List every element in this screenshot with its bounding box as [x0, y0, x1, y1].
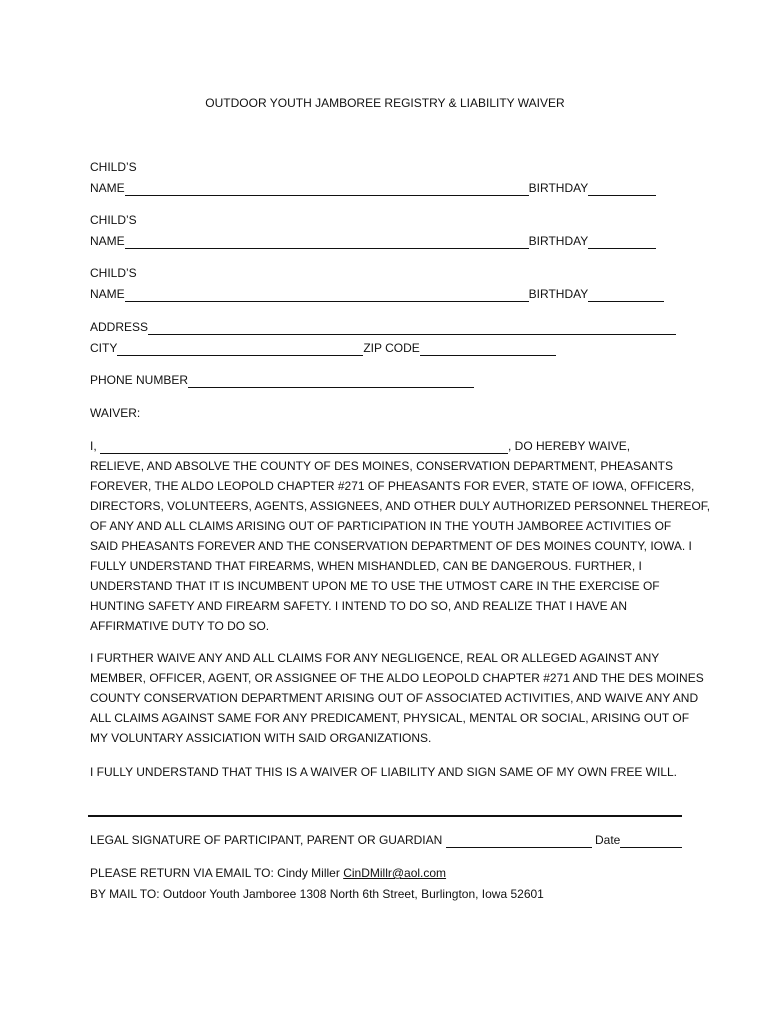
- waiver-paragraph-2-line: COUNTY CONSERVATION DEPARTMENT ARISING OUT OF ASSOCIATED ACTIVITIES, AND WAIVE ANY AND: [90, 691, 699, 705]
- child-2-name-label: NAME: [90, 234, 125, 248]
- child-1-birthday-label: BIRTHDAY: [528, 181, 589, 195]
- child-1-name-field[interactable]: [125, 181, 529, 196]
- return-email-line: [90, 863, 446, 883]
- child-2-birthday-label: BIRTHDAY: [528, 234, 589, 248]
- participant-name-field[interactable]: [100, 439, 508, 454]
- date-field[interactable]: [620, 833, 682, 848]
- waiver-paragraph-2-line: MEMBER, OFFICER, AGENT, OR ASSIGNEE OF THE ALDO LEOPOLD CHAPTER #271 AND THE DES MOINES: [90, 671, 704, 685]
- waiver-paragraph-1-line: SAID PHEASANTS FOREVER AND THE CONSERVATION DEPARTMENT OF DES MOINES COUNTY, IOWA. I: [90, 539, 692, 553]
- waiver-paragraph-3: I FULLY UNDERSTAND THAT THIS IS A WAIVER OF LIABILITY AND SIGN SAME OF MY OWN FREE WILL.: [90, 765, 678, 779]
- child-1-row: [90, 178, 656, 198]
- child-3-name-label: NAME: [90, 287, 125, 301]
- waiver-paragraph-1-line: RELIEVE, AND ABSOLVE THE COUNTY OF DES MOINES, CONSERVATION DEPARTMENT, PHEASANTS: [90, 459, 674, 473]
- signature-row: [90, 830, 682, 850]
- city-label: CITY: [90, 341, 118, 355]
- waiver-paragraph-1-line: AFFIRMATIVE DUTY TO DO SO.: [90, 619, 270, 633]
- child-1-birthday-field[interactable]: [588, 181, 656, 196]
- signature-label: LEGAL SIGNATURE OF PARTICIPANT, PARENT OR GUARDIAN: [90, 833, 443, 847]
- child-3-name-field[interactable]: [125, 287, 529, 302]
- signature-field[interactable]: [446, 833, 592, 848]
- waiver-paragraph-2-line: I FURTHER WAIVE ANY AND ALL CLAIMS FOR ANY NEGLIGENCE, REAL OR ALLEGED AGAINST ANY: [90, 651, 660, 665]
- child-2-label-top: CHILD’S: [90, 213, 137, 227]
- waiver-paragraph-1-line: UNDERSTAND THAT IT IS INCUMBENT UPON ME TO USE THE UTMOST CARE IN THE EXERCISE OF: [90, 579, 660, 593]
- waiver-paragraph-2: [90, 648, 704, 748]
- waiver-opening-line: [90, 436, 630, 456]
- child-3-birthday-field[interactable]: [588, 287, 664, 302]
- form-title: OUTDOOR YOUTH JAMBOREE REGISTRY & LIABILITY WAIVER: [205, 96, 565, 110]
- return-mail-line: BY MAIL TO: Outdoor Youth Jamboree 1308 North 6th Street, Burlington, Iowa 52601: [90, 887, 544, 901]
- waiver-label: WAIVER:: [90, 406, 141, 420]
- child-2-row: [90, 231, 656, 251]
- address-label: ADDRESS: [90, 320, 149, 334]
- child-1-label-top: CHILD’S: [90, 160, 137, 174]
- address-field[interactable]: [148, 320, 676, 335]
- email-link[interactable]: CinDMillr@aol.com: [343, 866, 447, 880]
- waiver-paragraph-1-line: HUNTING SAFETY AND FIREARM SAFETY. I INTEND TO DO SO, AND REALIZE THAT I HAVE AN: [90, 599, 627, 613]
- waiver-paragraph-2-line: MY VOLUNTARY ASSICIATION WITH SAID ORGANIZATIONS.: [90, 731, 432, 745]
- waiver-opening-suffix: , DO HEREBY WAIVE,: [508, 439, 631, 453]
- address-row: [90, 317, 676, 337]
- city-zip-row: [90, 338, 556, 358]
- child-2-birthday-field[interactable]: [588, 234, 656, 249]
- child-3-row: [90, 284, 664, 304]
- waiver-paragraph-2-line: ALL CLAIMS AGAINST SAME FOR ANY PREDICAMENT, PHYSICAL, MENTAL OR SOCIAL, ARISING OUT OF: [90, 711, 690, 725]
- zip-code-field[interactable]: [420, 341, 556, 356]
- return-email-prefix: PLEASE RETURN VIA EMAIL TO: Cindy Miller: [90, 866, 344, 880]
- child-2-name-field[interactable]: [125, 234, 529, 249]
- child-3-label-top: CHILD’S: [90, 266, 137, 280]
- city-field[interactable]: [117, 341, 363, 356]
- waiver-paragraph-1-line: FULLY UNDERSTAND THAT FIREARMS, WHEN MISHANDLED, CAN BE DANGEROUS. FURTHER, I: [90, 559, 642, 573]
- date-label: Date: [594, 833, 621, 847]
- phone-label: PHONE NUMBER: [90, 373, 189, 387]
- waiver-paragraph-1: [90, 456, 711, 636]
- waiver-paragraph-1-line: FOREVER, THE ALDO LEOPOLD CHAPTER #271 OF PHEASANTS FOR EVER, STATE OF IOWA, OFFICERS,: [90, 479, 695, 493]
- phone-number-field[interactable]: [188, 373, 474, 388]
- waiver-opening-prefix: I,: [90, 439, 97, 453]
- child-1-name-label: NAME: [90, 181, 125, 195]
- child-3-birthday-label: BIRTHDAY: [528, 287, 589, 301]
- waiver-paragraph-1-line: DIRECTORS, VOLUNTEERS, AGENTS, ASSIGNEES, AND OTHER DULY AUTHORIZED PERSONNEL THEREOF,: [90, 499, 711, 513]
- waiver-paragraph-1-line: OF ANY AND ALL CLAIMS ARISING OUT OF PARTICIPATION IN THE YOUTH JAMBOREE ACTIVITIES OF: [90, 519, 672, 533]
- section-divider: [88, 815, 682, 817]
- phone-row: [90, 370, 474, 390]
- zip-label: ZIP CODE: [363, 341, 420, 355]
